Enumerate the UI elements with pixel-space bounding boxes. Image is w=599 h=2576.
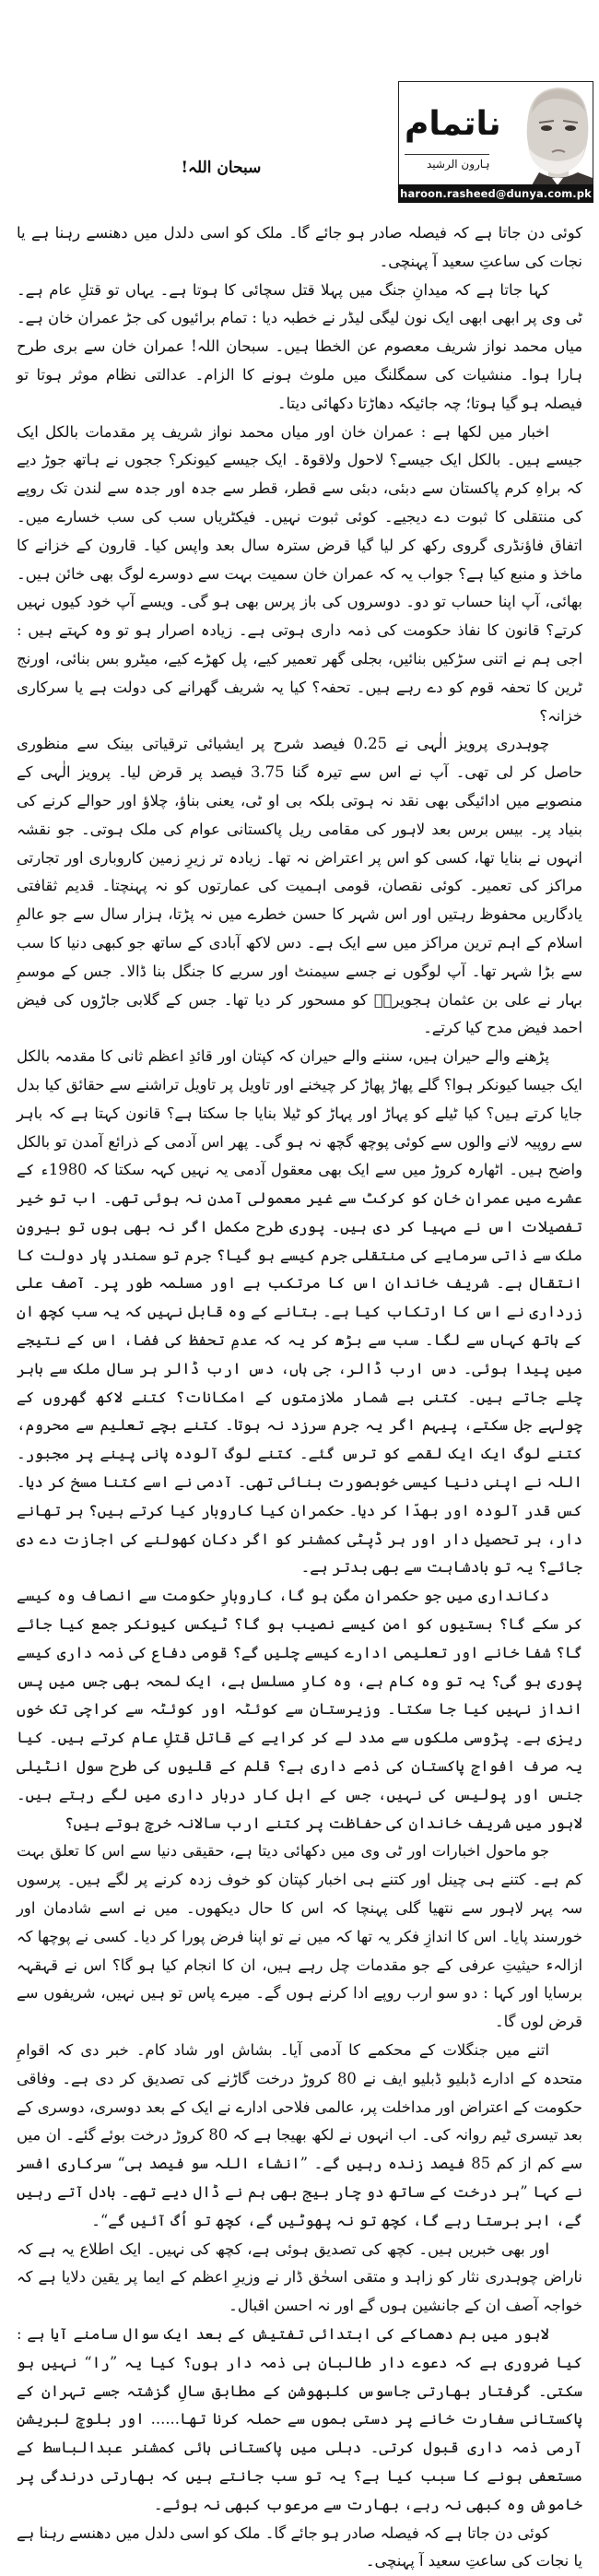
article-paragraph: پڑھنے والے حیران ہیں، سننے والے حیران کہ کپتان اور قائدِ اعظم ثانی کا مقدمہ بالکل ایک جیسا کیونکر ہوا؟ گلے پھاڑ پھاڑ کر چیخنے اور تاویل پر تاویل تراشنے سے حقائق کیا بدل جایا کرتے ہیں؟ کیا ٹیلے کو پہاڑ اور پہاڑ کو ٹیلا بنایا جا سکتا ہے؟ قانون کہتا ہے کہ باہر سے روپیہ لانے والوں سے کوئی پوچھ گچھ نہ ہو گی۔ پھر اس آدمی کے ذرائع آمدن تو بالکل واضح ہیں۔ اٹھارہ کروڑ میں سے ایک بھی معقول آدمی یہ نہیں کہہ سکتا کہ 1980ء کے عشرے میں عمران خان کو کرکٹ سے غیر معمولی آمدن نہ ہوئی تھی۔ اب تو خیر تفصیلات اس نے مہیا کر دی ہیں۔ پوری طرح مکمل اگر نہ بھی ہوں تو بیرونِ ملک سے ذاتی سرمایے کی منتقلی جرم کیسے ہو گیا؟ جرم تو سمندر پار دولت کا انتقال ہے۔ شریف خاندان اس کا مرتکب ہے اور مسلمہ طور پر۔ آصف علی زرداری نے اس کا ارتکاب کیا ہے۔ بتانے کے وہ قابل نہیں کہ یہ سب کچھ ان کے ہاتھ کہاں سے لگا۔ سب سے بڑھ کر یہ کہ عدمِ تحفظ کی فضا، اس کے نتیجے میں پیدا ہوئی۔ دس ارب ڈالر، جی ہاں، دس ارب ڈالر ہر سال ملک سے باہر چلے جاتے ہیں۔ کتنی بے شمار ملازمتوں کے امکانات؟ کتنے لاکھ گھروں کے چولہے جل سکتے، پیہم اگر یہ جرم سرزد نہ ہوتا۔ کتنے بچے تعلیم سے محروم، کتنے لوگ ایک ایک لقمے کو ترس گئے۔ کتنے لوگ آلودہ پانی پینے پر مجبور۔ اللہ نے اپنی دنیا کیسی خوبصورت بنائی تھی۔ آدمی نے اسے کتنا مسخ کر دیا۔ کس قدر آلودہ اور بھدّا کر دیا۔ حکمران کیا کاروبار کیا کرتے ہیں؟ ہر تھانے دار، ہر تحصیل دار اور ہر ڈپٹی کمشنر کو اگر دکان کھولنے کی اجازت دے دی جائے؟ یہ تو بادشاہت سے بھی بدتر ہے۔ <box>17 1047 582 1577</box>
column-name: ناتمام <box>405 105 501 143</box>
article-paragraph: جو ماحول اخبارات اور ٹی وی میں دکھائی دیتا ہے، حقیقی دنیا سے اس کا تعلق بہت کم ہے۔ کتنے ہی چینل اور کتنے ہی اخبار کپتان کو خوف زدہ کرنے پر لگے ہیں۔ پرسوں سہ پہر لاہور سے نتھیا گلی پہنچا کہ اس کا حال دیکھوں۔ میں نے اسے شادمان اور خورسند پایا۔ اس کا اندازِ فکر یہ تھا کہ میں نے تو اپنا فرض پورا کر دیا۔ کسی نے پوچھا کہ ازالہء حیثیتِ عرفی کے جو مقدمات چل رہے ہیں، ان کا انجام کیا ہو گا؟ اس نے قہقہہ برسایا اور کہا : دو سو ارب روپے ادا کرنے ہوں گے۔ میرے پاس تو ہیں نہیں، شریفوں سے قرض لوں گا۔ <box>17 1842 582 2031</box>
article-paragraph: اخبار میں لکھا ہے : عمران خان اور میاں محمد نواز شریف پر مقدمات بالکل ایک جیسے ہیں۔ بالکل ایک جیسے؟ لاحول ولاقوۃ۔ ایک جیسے کیونکر؟ ججوں نے ہاتھ جوڑ دیے کہ براہِ کرم پاکستان سے دبئی، دبئی سے قطر، قطر سے جدہ اور جدہ سے لندن تک روپے کی منتقلی کا ثبوت دے دیجیے۔ کوئی ثبوت نہیں۔ فیکٹریاں سب کی سب خسارے میں۔ اتفاق فاؤنڈری گروی رکھ کر لیا گیا قرض سترہ سال بعد واپس کیا۔ قارون کے خزانے کا ماخذ و منبع کیا ہے؟ جواب یہ کہ عمران خان سمیت بہت سے دوسرے لوگ بھی خائن ہیں۔ بھائی، آپ اپنا حساب تو دو۔ دوسروں کی باز پرس بھی ہو گی۔ ویسے آپ خود کیوں نہیں کرتے؟ قانون کا نفاذ حکومت کی ذمہ داری ہوتی ہے۔ زیادہ اصرار ہو تو وہ کہتے ہیں : اجی ہم نے اتنی سڑکیں بنائیں، بجلی گھر تعمیر کیے، پل کھڑے کیے، میٹرو بس بنائی، اورنج ٹرین کا تحفہ قوم کو دے رہے ہیں۔ تحفہ؟ کیا یہ شریف گھرانے کی دولت ہے یا سرکاری خزانہ؟ <box>17 422 582 725</box>
author-portrait-icon <box>491 82 593 185</box>
author-email-link[interactable]: haroon.rasheed@dunya.com.pk <box>398 184 593 203</box>
article-paragraph: اور بھی خبریں ہیں۔ کچھ کی تصدیق ہوئی ہے، کچھ کی نہیں۔ ایک اطلاع یہ ہے کہ ناراض چوہدری نثار کو زاہد و متقی اسحٰق ڈار نے وزیرِ اعظم کے ایما پر یقین دلایا ہے کہ خواجہ آصف ان کے جانشین ہوں گے اور نہ احسن اقبال۔ <box>17 2239 582 2315</box>
article-headline: سبحان اللہ! <box>181 159 262 178</box>
article-paragraph: کوئی دن جاتا ہے کہ فیصلہ صادر ہو جائے گا۔ ملک کو اسی دلدل میں دھنسے رہنا ہے یا نجات کی ساعتِ سعید آ پہنچی۔ <box>17 224 582 270</box>
article-paragraph: اتنے میں جنگلات کے محکمے کا آدمی آیا۔ بشاش اور شاد کام۔ خبر دی کہ اقوامِ متحدہ کے ادارے ڈبلیو ڈبلیو ایف نے 80 کروڑ درخت گاڑنے کی تصدیق کر دی ہے۔ وفاقی حکومت کے اعتراض اور مداخلت پر، عالمی فلاحی ادارے نے ایک کے بعد دوسری، دوسری کے بعد تیسری ٹیم روانہ کی۔ اب انہوں نے لکھ بھیجا ہے کہ 80 کروڑ درخت بوئے گئے۔ ان میں سے کم از کم 85 فیصد زندہ رہیں گے۔ ”انشاء اللہ سو فیصد ہی“ سرکاری افسر نے کہا ”ہر درخت کے ساتھ دو چار بیج بھی ہم نے ڈال دیے تھے۔ بادل آتے رہیں گے، ابر برستا رہے گا، کچھ تو نہ پھوٹیں گے، کچھ تو اُگ آئیں گے“۔ <box>17 2041 582 2229</box>
author-name: ہارون الرشید <box>427 158 490 171</box>
divider <box>405 154 489 155</box>
article-paragraph: کوئی دن جاتا ہے کہ فیصلہ صادر ہو جائے گا۔ ملک کو اسی دلدل میں دھنسے رہنا ہے یا نجات کی ساعتِ سعید آ پہنچی۔ <box>17 2523 582 2570</box>
article-paragraph: چوہدری پرویز الٰہی نے 0.25 فیصد شرح پر ایشیائی ترقیاتی بینک سے منظوری حاصل کر لی تھی۔ آپ نے اس سے تیرہ گنا 3.75 فیصد پر قرض لیا۔ پرویز الٰہی کے منصوبے میں ادائیگی بھی نقد نہ ہوتی بلکہ بی او ٹی، یعنی بناؤ، چلاؤ اور حوالے کرنے کی بنیاد پر۔ بیس برس بعد لاہور کی مقامی ریل پاکستانی عوام کی ملک ہوتی۔ جو نقشہ انہوں نے بنایا تھا، کسی کو اس پر اعتراض نہ تھا۔ زیادہ تر زیرِ زمین کاروباری اور تجارتی مراکز کی تعمیر۔ کوئی نقصان، قومی اہمیت کی عمارتوں کو نہ پہنچتا۔ قدیم ثقافتی یادگاریں محفوظ رہتیں اور اس شہر کا حسن خطرے میں نہ پڑتا، ہزار سال سے جو عالمِ اسلام کے اہم ترین مراکز میں سے ایک ہے۔ دس لاکھ آبادی کے ساتھ جو کبھی دنیا کا سب سے بڑا شہر تھا۔ آپ لوگوں نے جسے سیمنٹ اور سریے کا جنگل بنا ڈالا۔ جس کے موسمِ بہار نے علی بن عثمان ہجویریؒ کو مسحور کر دیا تھا۔ جس کے گلابی جاڑوں کی فیض احمد فیض مدح کیا کرتے۔ <box>17 735 582 1037</box>
article-body <box>17 219 582 2576</box>
article-paragraph: کہا جاتا ہے کہ میدانِ جنگ میں پہلا قتل سچائی کا ہوتا ہے۔ یہاں تو قتلِ عام ہے۔ ٹی وی پر ابھی ابھی ایک نون لیگی لیڈر نے خطبہ دیا : تمام برائیوں کی جڑ عمران خان ہے۔ میاں محمد نواز شریف معصوم عن الخطا ہیں۔ سبحان اللہ! عمران خان سے بری طرح ہارا ہوا۔ منشیات کی سمگلنگ میں ملوث ہونے کا الزام۔ عدالتی نظام موثر ہوتا تو فیصلہ ہو گیا ہوتا؛ چہ جائیکہ دھاڑتا دکھائی دیتا۔ <box>17 280 582 412</box>
article-paragraph: دکانداری میں جو حکمران مگن ہو گا، کاروبارِ حکومت سے انصاف وہ کیسے کر سکے گا؟ بستیوں کو امن کیسے نصیب ہو گا؟ ٹیکس کیونکر جمع کیا جائے گا؟ شفا خانے اور تعلیمی ادارے کیسے چلیں گے؟ قومی دفاع کی ذمہ داری کیسے پوری ہو گی؟ یہ تو وہ کام ہے، وہ کارِ مسلسل ہے، ایک لمحہ بھی جس میں پس انداز نہیں کیا جا سکتا۔ وزیرستان سے کوئٹہ اور کوئٹہ سے کراچی تک خوں ریزی ہے۔ پڑوسی ملکوں سے مدد لے کر کرایے کے قاتل قتلِ عام کرتے ہیں۔ کیا یہ صرف افواجِ پاکستان کی ذمے داری ہے؟ قلم کے قلیوں کی طرح سول انٹیلی جنس اور پولیس کی نہیں، جس کے اہل کار دربار داری میں لگے رہتے ہیں۔ لاہور میں شریف خاندان کی حفاظت پر کتنے ارب سالانہ خرچ ہوتے ہیں؟ <box>17 1587 582 1832</box>
column-masthead <box>398 81 593 186</box>
article-paragraph: لاہور میں بم دھماکے کی ابتدائی تفتیش کے بعد ایک سوال سامنے آیا ہے : کیا ضروری ہے کہ دعوے دار طالبان ہی ذمہ دار ہوں؟ کیا یہ ”را“ نہیں ہو سکتی۔ گرفتار بھارتی جاسوس کلبھوشن کے مطابق سالِ گزشتہ جسے تہران کے پاکستانی سفارت خانے پر دستی بموں سے حملہ کرنا تھا...... اور بلوچ لبریشن آرمی ذمہ داری قبول کرتی۔ دہلی میں پاکستانی ہائی کمشنر عبدالباسط کے مستعفی ہونے کا سبب کیا ہے؟ یہ تو سب جانتے ہیں کہ بھارتی درندگی پر خاموش وہ کبھی نہ رہے، بھارت سے مرعوب کبھی نہ ہوئے۔ <box>17 2324 582 2513</box>
